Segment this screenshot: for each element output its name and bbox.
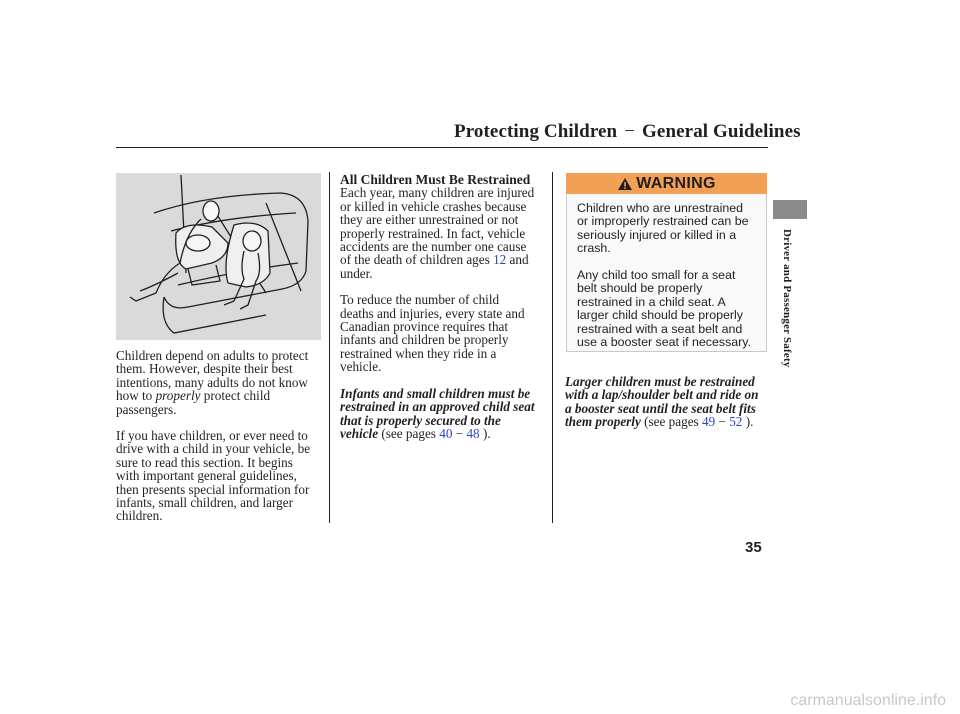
see-pages-text: (see pages bbox=[381, 425, 436, 441]
children-paragraph: If you have children, or ever need to drive with a child in your vehicle, be sure to read this section. It begins with important general guidelines, then presents special information for infants, small children, and larger children. bbox=[116, 428, 311, 524]
larger-children-paragraph bbox=[565, 375, 770, 429]
intro-text-end: protect child passengers. bbox=[116, 388, 271, 417]
see-pages-text-right: (see pages bbox=[644, 414, 699, 430]
page-link-12[interactable]: 12 bbox=[493, 252, 507, 268]
restraint-text-end: and under. bbox=[340, 252, 529, 281]
child-seat-illustration bbox=[116, 173, 321, 340]
page-link-49[interactable]: 49 bbox=[701, 414, 716, 430]
watermark: carmanualsonline.info bbox=[790, 692, 946, 709]
title-left: Protecting Children bbox=[454, 121, 618, 142]
close-paren-right: ). bbox=[745, 414, 754, 430]
restraint-text: Each year, many children are injured or killed in vehicle crashes because they are either unrestrained or not properly restrained. In fact, vehicle accidents are the number one cause of the death of children ages bbox=[340, 185, 535, 268]
header-rule bbox=[116, 147, 768, 148]
page-link-48[interactable]: 48 bbox=[466, 425, 480, 441]
warning-triangle-icon bbox=[617, 177, 633, 191]
intro-paragraph bbox=[116, 349, 326, 416]
section-tab-label: Driver and Passenger Safety bbox=[781, 229, 793, 368]
emphasis-properly: properly bbox=[155, 388, 201, 404]
intro-text: Children depend on adults to protect them. However, despite their best intentions, many adults do not know how to bbox=[116, 348, 309, 404]
title-right: General Guidelines bbox=[642, 121, 801, 142]
range-dash-right: − bbox=[718, 414, 726, 430]
law-paragraph: To reduce the number of child deaths and injuries, every state and Canadian province requires that infants and children be properly restrained when they ride in a vehicle. bbox=[340, 292, 525, 375]
title-separator: − bbox=[624, 121, 636, 142]
middle-column bbox=[340, 173, 550, 440]
restraint-paragraph bbox=[340, 186, 550, 280]
warning-text: Children who are unrestrained or improperly restrained can be seriously injured or killed in a crash. Any child too small for a seat belt should be properly restrained in a child seat. A larger child should be properly restrained with a seat belt and use a booster seat if necessary. bbox=[577, 201, 752, 350]
section-tab[interactable] bbox=[773, 200, 807, 219]
child-seat-drawing bbox=[116, 173, 321, 340]
right-column bbox=[565, 375, 770, 429]
page-number: 35 bbox=[745, 539, 762, 556]
range-dash: − bbox=[455, 425, 464, 441]
page-title bbox=[454, 121, 801, 143]
close-paren: ). bbox=[482, 425, 491, 441]
page-link-52[interactable]: 52 bbox=[729, 414, 743, 430]
column-divider-right bbox=[552, 172, 553, 523]
larger-children-emphasis: Larger children must be restrained with a lap/shoulder belt and ride on a booster seat until the seat belt fits them properly bbox=[565, 374, 759, 430]
warning-label: WARNING bbox=[636, 174, 716, 192]
column-divider-left bbox=[329, 172, 330, 523]
page-link-40[interactable]: 40 bbox=[439, 425, 453, 441]
left-column bbox=[116, 349, 326, 523]
section-heading: All Children Must Be Restrained bbox=[340, 172, 531, 187]
warning-header bbox=[566, 173, 767, 194]
infant-emphasis: Infants and small children must be restrained in an approved child seat that is properly secured to the vehicle bbox=[340, 385, 535, 441]
infant-paragraph bbox=[340, 387, 550, 441]
